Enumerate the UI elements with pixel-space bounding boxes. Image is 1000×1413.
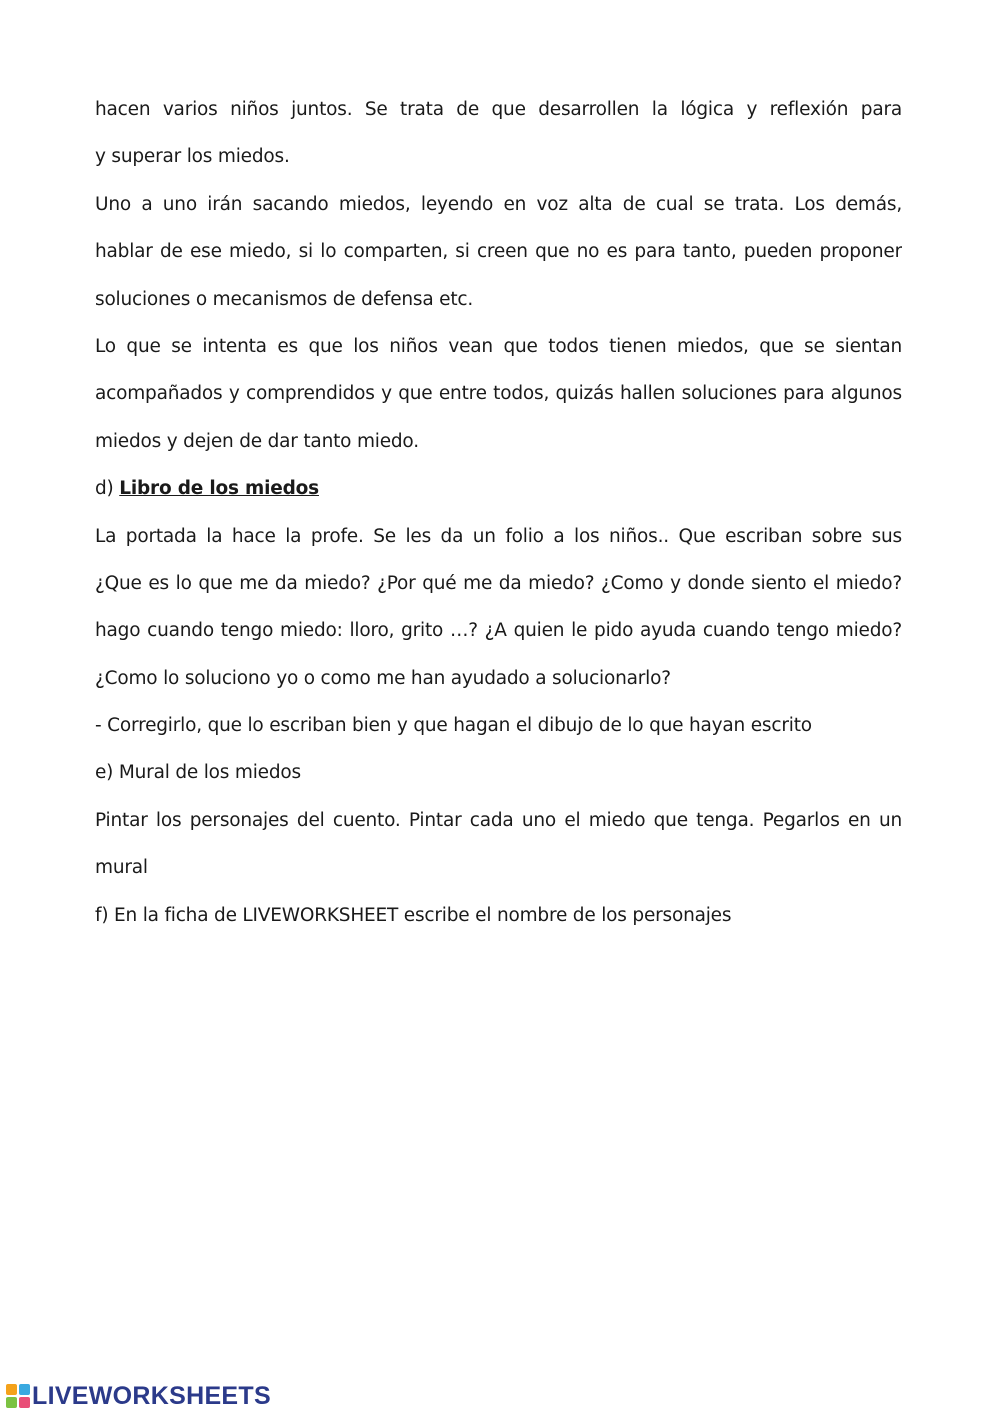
text-line: Uno a uno irán sacando miedos, leyendo en voz alta de cual se trata. Los demás,: [95, 193, 902, 215]
liveworksheets-logo: [6, 1380, 271, 1412]
text-line: hacen varios niños juntos. Se trata de que desarrollen la lógica y reflexión para: [95, 99, 902, 120]
document-body: [95, 86, 902, 939]
text-line: f) En la ficha de LIVEWORKSHEET escribe el nombre de los personajes: [95, 904, 732, 926]
paragraph-block-activities: [95, 513, 902, 940]
section-heading-title: Libro de los miedos: [119, 478, 319, 500]
paragraph-block-intro: [95, 86, 902, 465]
logo-text: LIVEWORKSHEETS: [32, 1381, 271, 1410]
text-line: mural: [95, 857, 148, 879]
text-line: ¿Como lo soluciono yo o como me han ayudado a solucionarlo?: [95, 667, 671, 689]
text-line: ¿Que es lo que me da miedo? ¿Por qué me da miedo? ¿Como y donde siento el miedo?: [95, 572, 902, 594]
text-line: e) Mural de los miedos: [95, 762, 301, 784]
text-line: hago cuando tengo miedo: lloro, grito …? ¿A quien le pido ayuda cuando tengo miedo?: [95, 620, 902, 642]
logo-blocks-icon: [6, 1384, 30, 1408]
text-line: soluciones o mecanismos de defensa etc.: [95, 288, 474, 310]
logo-block: [19, 1397, 30, 1408]
text-line: Lo que se intenta es que los niños vean que todos tienen miedos, que se sientan: [95, 335, 902, 357]
text-line: hablar de ese miedo, si lo comparten, si creen que no es para tanto, pueden proponer: [95, 241, 902, 263]
text-line: acompañados y comprendidos y que entre todos, quizás hallen soluciones para algunos: [95, 383, 902, 405]
text-line: Pintar los personajes del cuento. Pintar cada uno el miedo que tenga. Pegarlos en un: [95, 809, 902, 831]
section-heading-prefix: d): [95, 478, 120, 500]
logo-block: [6, 1397, 17, 1408]
text-line: miedos y dejen de dar tanto miedo.: [95, 430, 419, 452]
logo-block: [6, 1384, 17, 1395]
logo-block: [19, 1384, 30, 1395]
text-line: y superar los miedos.: [95, 146, 290, 168]
section-heading-d: [95, 465, 902, 512]
text-line: - Corregirlo, que lo escriban bien y que hagan el dibujo de lo que hayan escrito: [95, 715, 812, 737]
text-line: La portada la hace la profe. Se les da un folio a los niños.. Que escriban sobre sus: [95, 525, 902, 547]
